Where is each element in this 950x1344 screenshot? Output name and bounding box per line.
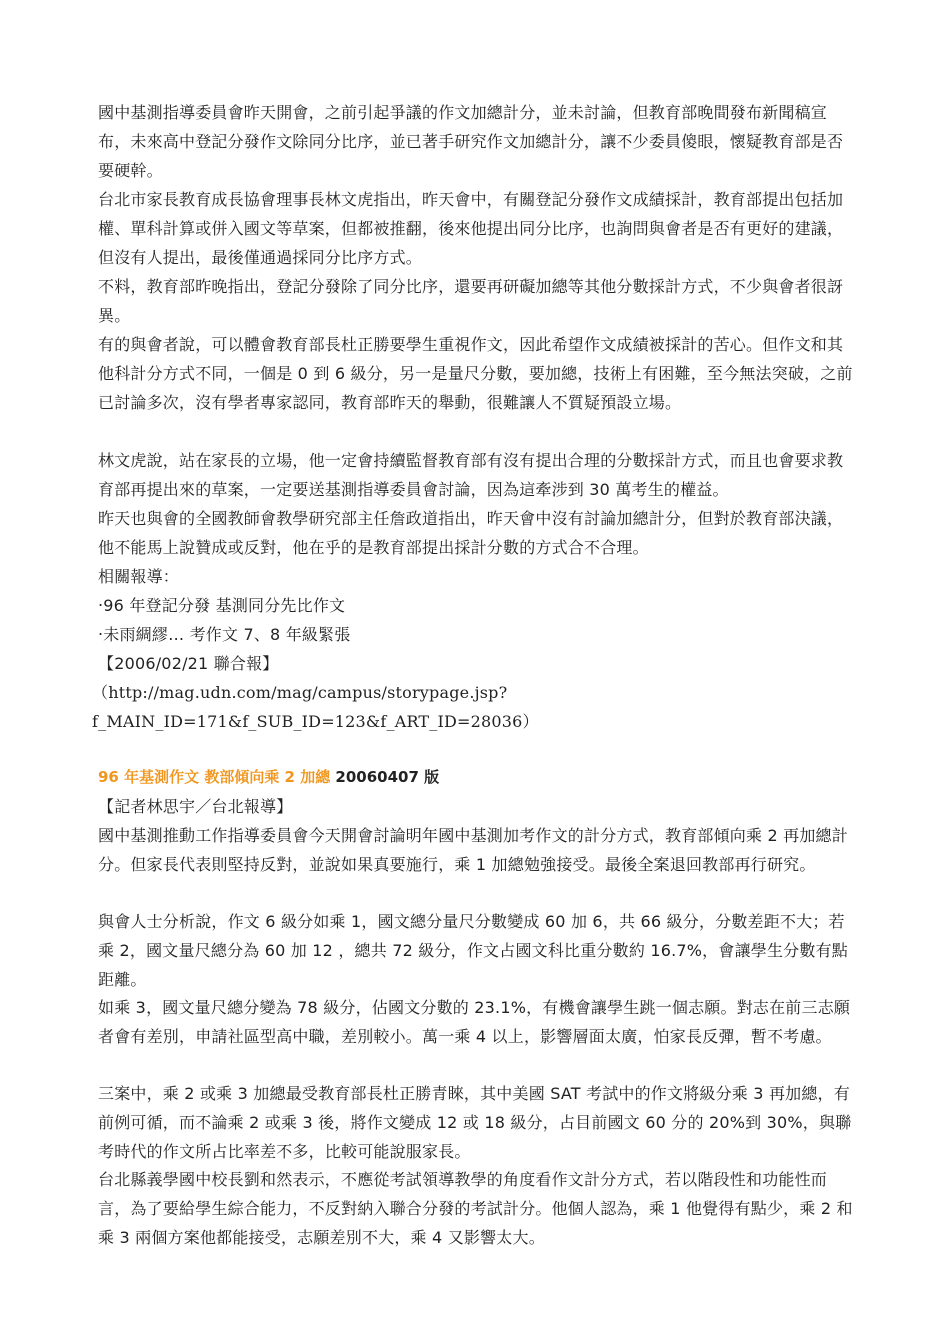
article1-url-line-2[interactable]: f_MAIN_ID=171&f_SUB_ID=123&f_ART_ID=28036） bbox=[92, 712, 539, 731]
article1-source: 【2006/02/21 聯合報】 bbox=[98, 654, 279, 673]
article2-title-date: 20060407 版 bbox=[330, 768, 440, 786]
related-report-link-1[interactable]: ‧96 年登記分發 基測同分先比作文 bbox=[98, 596, 346, 615]
article1-paragraph-4: 有的與會者說，可以體會教育部長杜正勝要學生重視作文，因此希望作文成績被採計的苦心。但作文和其他科計分方式不同，一個是 0 到 6 級分，另一是量尺分數，要加總，技術上有困難，至今無法突破，之前已討論多次，沒有學者專家認同，教育部昨天的舉動，很難讓人不質疑預設立場。 bbox=[98, 335, 853, 412]
article1-paragraph-2: 台北市家長教育成長協會理事長林文虎指出，昨天會中，有關登記分發作文成績採計，教育部提出包括加權、單科計算或併入國文等草案，但都被推翻，後來他提出同分比序，也詢問與會者是否有更好的建議，但沒有人提出，最後僅通過採同分比序方式。 bbox=[98, 190, 844, 267]
article2-paragraph-1: 國中基測推動工作指導委員會今天開會討論明年國中基測加考作文的計分方式，教育部傾向乘 2 再加總計分。但家長代表則堅持反對，並說如果真要施行，乘 1 加總勉強接受。最後全案退回教部再行研究。 bbox=[98, 826, 848, 874]
article1-paragraph-6: 昨天也與會的全國教師會教學研究部主任詹政道指出，昨天會中沒有討論加總計分，但對於教育部決議，他不能馬上說贊成或反對，他在乎的是教育部提出採計分數的方式合不合理。 bbox=[98, 509, 844, 557]
article2-paragraph-3: 如乘 3，國文量尺總分變為 78 級分，佔國文分數的 23.1%，有機會讓學生跳一個志願。對志在前三志願者會有差別，申請社區型高中職，差別較小。萬一乘 4 以上，影響層面太廣，怕家長反彈，暫不考慮。 bbox=[98, 998, 851, 1046]
article2-paragraph-5: 台北縣義學國中校長劉和然表示，不應從考試領導教學的角度看作文計分方式，若以階段性和功能性而言，為了要給學生綜合能力，不反對納入聯合分發的考試計分。他個人認為，乘 1 他覺得有點少，乘 2 和乘 3 兩個方案他都能接受，志願差別不大，乘 4 又影響太大。 bbox=[98, 1170, 853, 1247]
article2-title-text: 96 年基測作文 教部傾向乘 2 加總 bbox=[98, 768, 331, 786]
related-report-link-2[interactable]: ‧未雨綢繆… 考作文 7、8 年級緊張 bbox=[98, 625, 351, 644]
article1-paragraph-5: 林文虎說，站在家長的立場，他一定會持續監督教育部有沒有提出合理的分數採計方式，而且也會要求教育部再提出來的草案，一定要送基測指導委員會討論，因為這牽涉到 30 萬考生的權益。 bbox=[98, 451, 844, 499]
article1-url-line-1[interactable]: （http://mag.udn.com/mag/campus/storypage.jsp? bbox=[92, 683, 508, 702]
article2-title bbox=[98, 763, 858, 792]
article1-paragraph-1: 國中基測指導委員會昨天開會，之前引起爭議的作文加總計分，並未討論，但教育部晚間發布新聞稿宣布，未來高中登記分發作文除同分比序，並已著手研究作文加總計分，讓不少委員傻眼，懷疑教育部是否要硬幹。 bbox=[98, 103, 844, 180]
article2-paragraph-2: 與會人士分析說，作文 6 級分如乘 1，國文總分量尺分數變成 60 加 6，共 66 級分，分數差距不大；若乘 2，國文量尺總分為 60 加 12 ，總共 72 級分，作文占國文科比重分數約 16.7%，會讓學生分數有點距離。 bbox=[98, 912, 848, 989]
related-reports-label: 相關報導： bbox=[98, 567, 180, 586]
article2-byline: 【記者林思宇／台北報導】 bbox=[98, 797, 293, 816]
article2-paragraph-4: 三案中，乘 2 或乘 3 加總最受教育部長杜正勝青睞，其中美國 SAT 考試中的作文將級分乘 3 再加總，有前例可循，而不論乘 2 或乘 3 後，將作文變成 12 或 18 級分，占目前國文 60 分的 20%到 30%，與聯考時代的作文所占比率差不多，比較可能說服家長。 bbox=[98, 1084, 852, 1161]
article1-paragraph-3: 不料，教育部昨晚指出，登記分發除了同分比序，還要再研礙加總等其他分數採計方式，不少與會者很訝異。 bbox=[98, 277, 844, 325]
